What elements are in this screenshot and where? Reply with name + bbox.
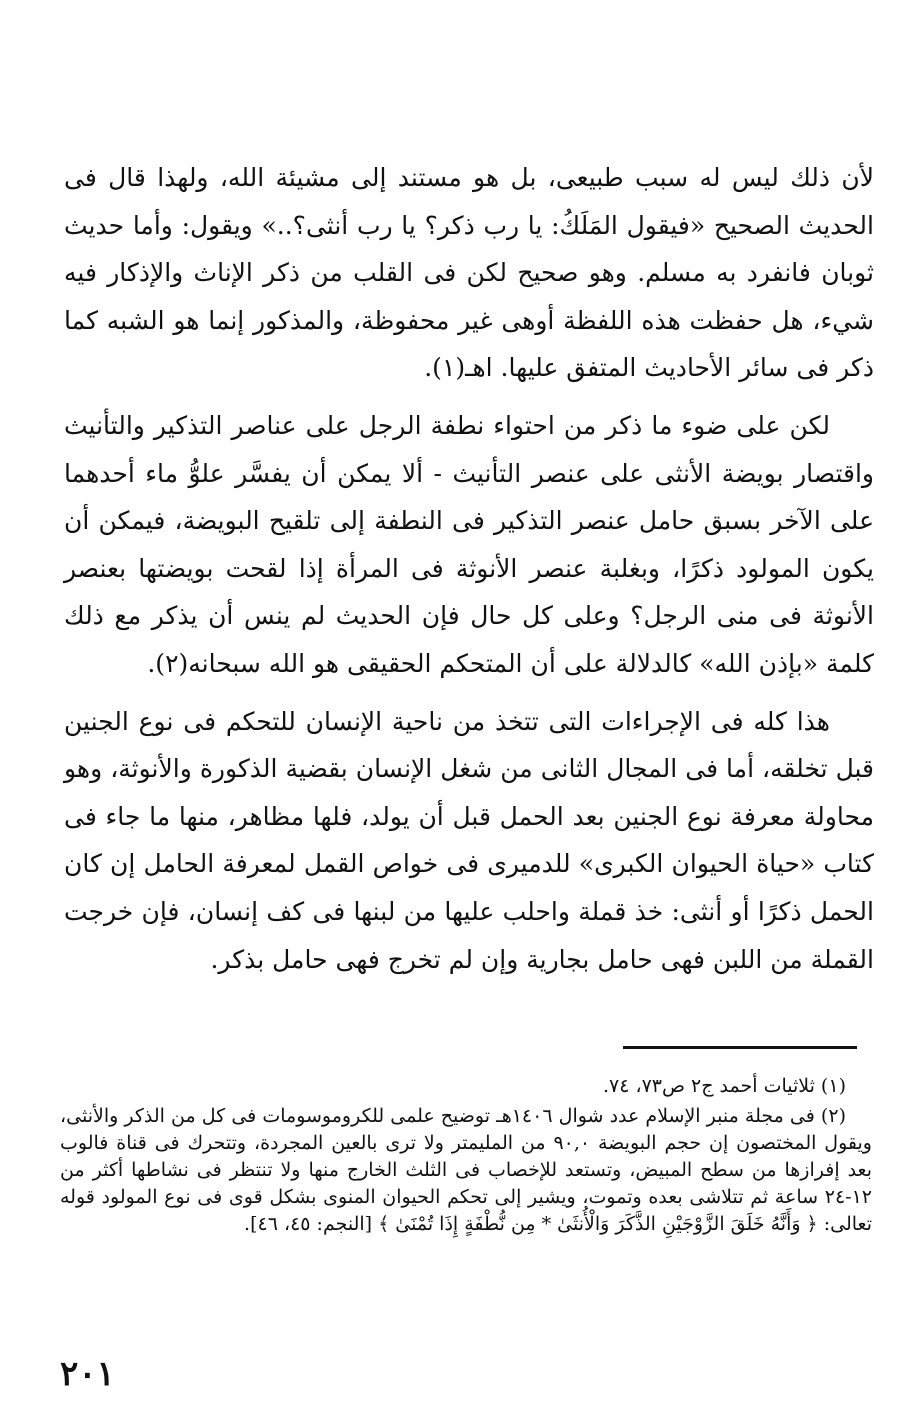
body-paragraph: هذا كله فى الإجراءات التى تتخذ من ناحية الإنسان للتحكم فى نوع الجنين قبل تخلقه، أما فى المجال الثانى من شغل الإنسان بقضية الذكورة والأنوثة، وهو محاولة معرفة نوع الجنين بعد الحمل قبل أن يولد، فلها مظاهر، منها ما جاء فى كتاب «حياة الحيوان الكبرى» للدميرى فى خواص القمل لمعرفة الحامل إن كان الحمل ذكرًا أو أنثى: خذ قملة واحلب عليها من لبنها فى كف إنسان، فإن خرجت القملة من اللبن فهى حامل بجارية وإن لم تخرج فهى حامل بذكر. <box>64 706 874 974</box>
footnote: (٢) فى مجلة منبر الإسلام عدد شوال ١٤٠٦هـ توضيح علمى للكروموسومات فى كل من الذكر والأنثى، ويقول المختصون إن حجم البويضة ٩٠,٠ من المليمتر ولا ترى بالعين المجردة، وتتحرك فى قناة فالوب بعد إفرازها من سطح المبيض، وتستعد للإخصاب فى الثلث الخارج منها ولا تنتظر فى نشاطها أكثر من ١٢-٢٤ ساعة ثم تتلاشى بعده وتموت، ويشير إلى تحكم الحيوان المنوى بشكل قوى فى نوع المولود قوله تعالى: ﴿ وَأَنَّهُ خَلَقَ الزَّوْجَيْنِ الذَّكَرَ وَالْأُنثَىٰ * مِن نُّطْفَةٍ إِذَا تُمْنَىٰ ﴾ [النجم: ٤٥، ٤٦]. <box>60 1105 872 1235</box>
footnote: (١) ثلاثيات أحمد ج٢ ص٧٣، ٧٤. <box>602 1075 846 1097</box>
main-text <box>64 154 874 983</box>
body-paragraph: لكن على ضوء ما ذكر من احتواء نطفة الرجل على عناصر التذكير والتأنيث واقتصار بويضة الأنثى على عنصر التأنيث - ألا يمكن أن يفسَّر علوُّ ماء أحدهما على الآخر بسبق حامل عنصر التذكير فى النطفة إلى تلقيح البويضة، فيمكن أن يكون المولود ذكرًا، وبغلبة عنصر الأنوثة فى المرأة إذا لقحت بويضتها بعنصر الأنوثة فى منى الرجل؟ وعلى كل حال فإن الحديث لم ينس أن يذكر مع ذلك كلمة «بإذن الله» كالدلالة على أن المتحكم الحقيقى هو الله سبحانه(٢). <box>64 410 874 678</box>
footnotes <box>60 1073 872 1238</box>
page-number: ٢٠١ <box>60 1354 115 1394</box>
footnote-divider <box>623 1046 857 1049</box>
body-paragraph: لأن ذلك ليس له سبب طبيعى، بل هو مستند إلى مشيئة الله، ولهذا قال فى الحديث الصحيح «فيقول المَلَكُ: يا رب ذكر؟ يا رب أنثى؟..» ويقول: وأما حديث ثوبان فانفرد به مسلم. وهو صحيح لكن فى القلب من ذكر الإناث والإذكار فيه شيء، هل حفظت هذه اللفظة أوهى غير محفوظة، والمذكور إنما هو الشبه كما ذكر فى سائر الأحاديث المتفق عليها. اهـ(١). <box>64 163 874 383</box>
